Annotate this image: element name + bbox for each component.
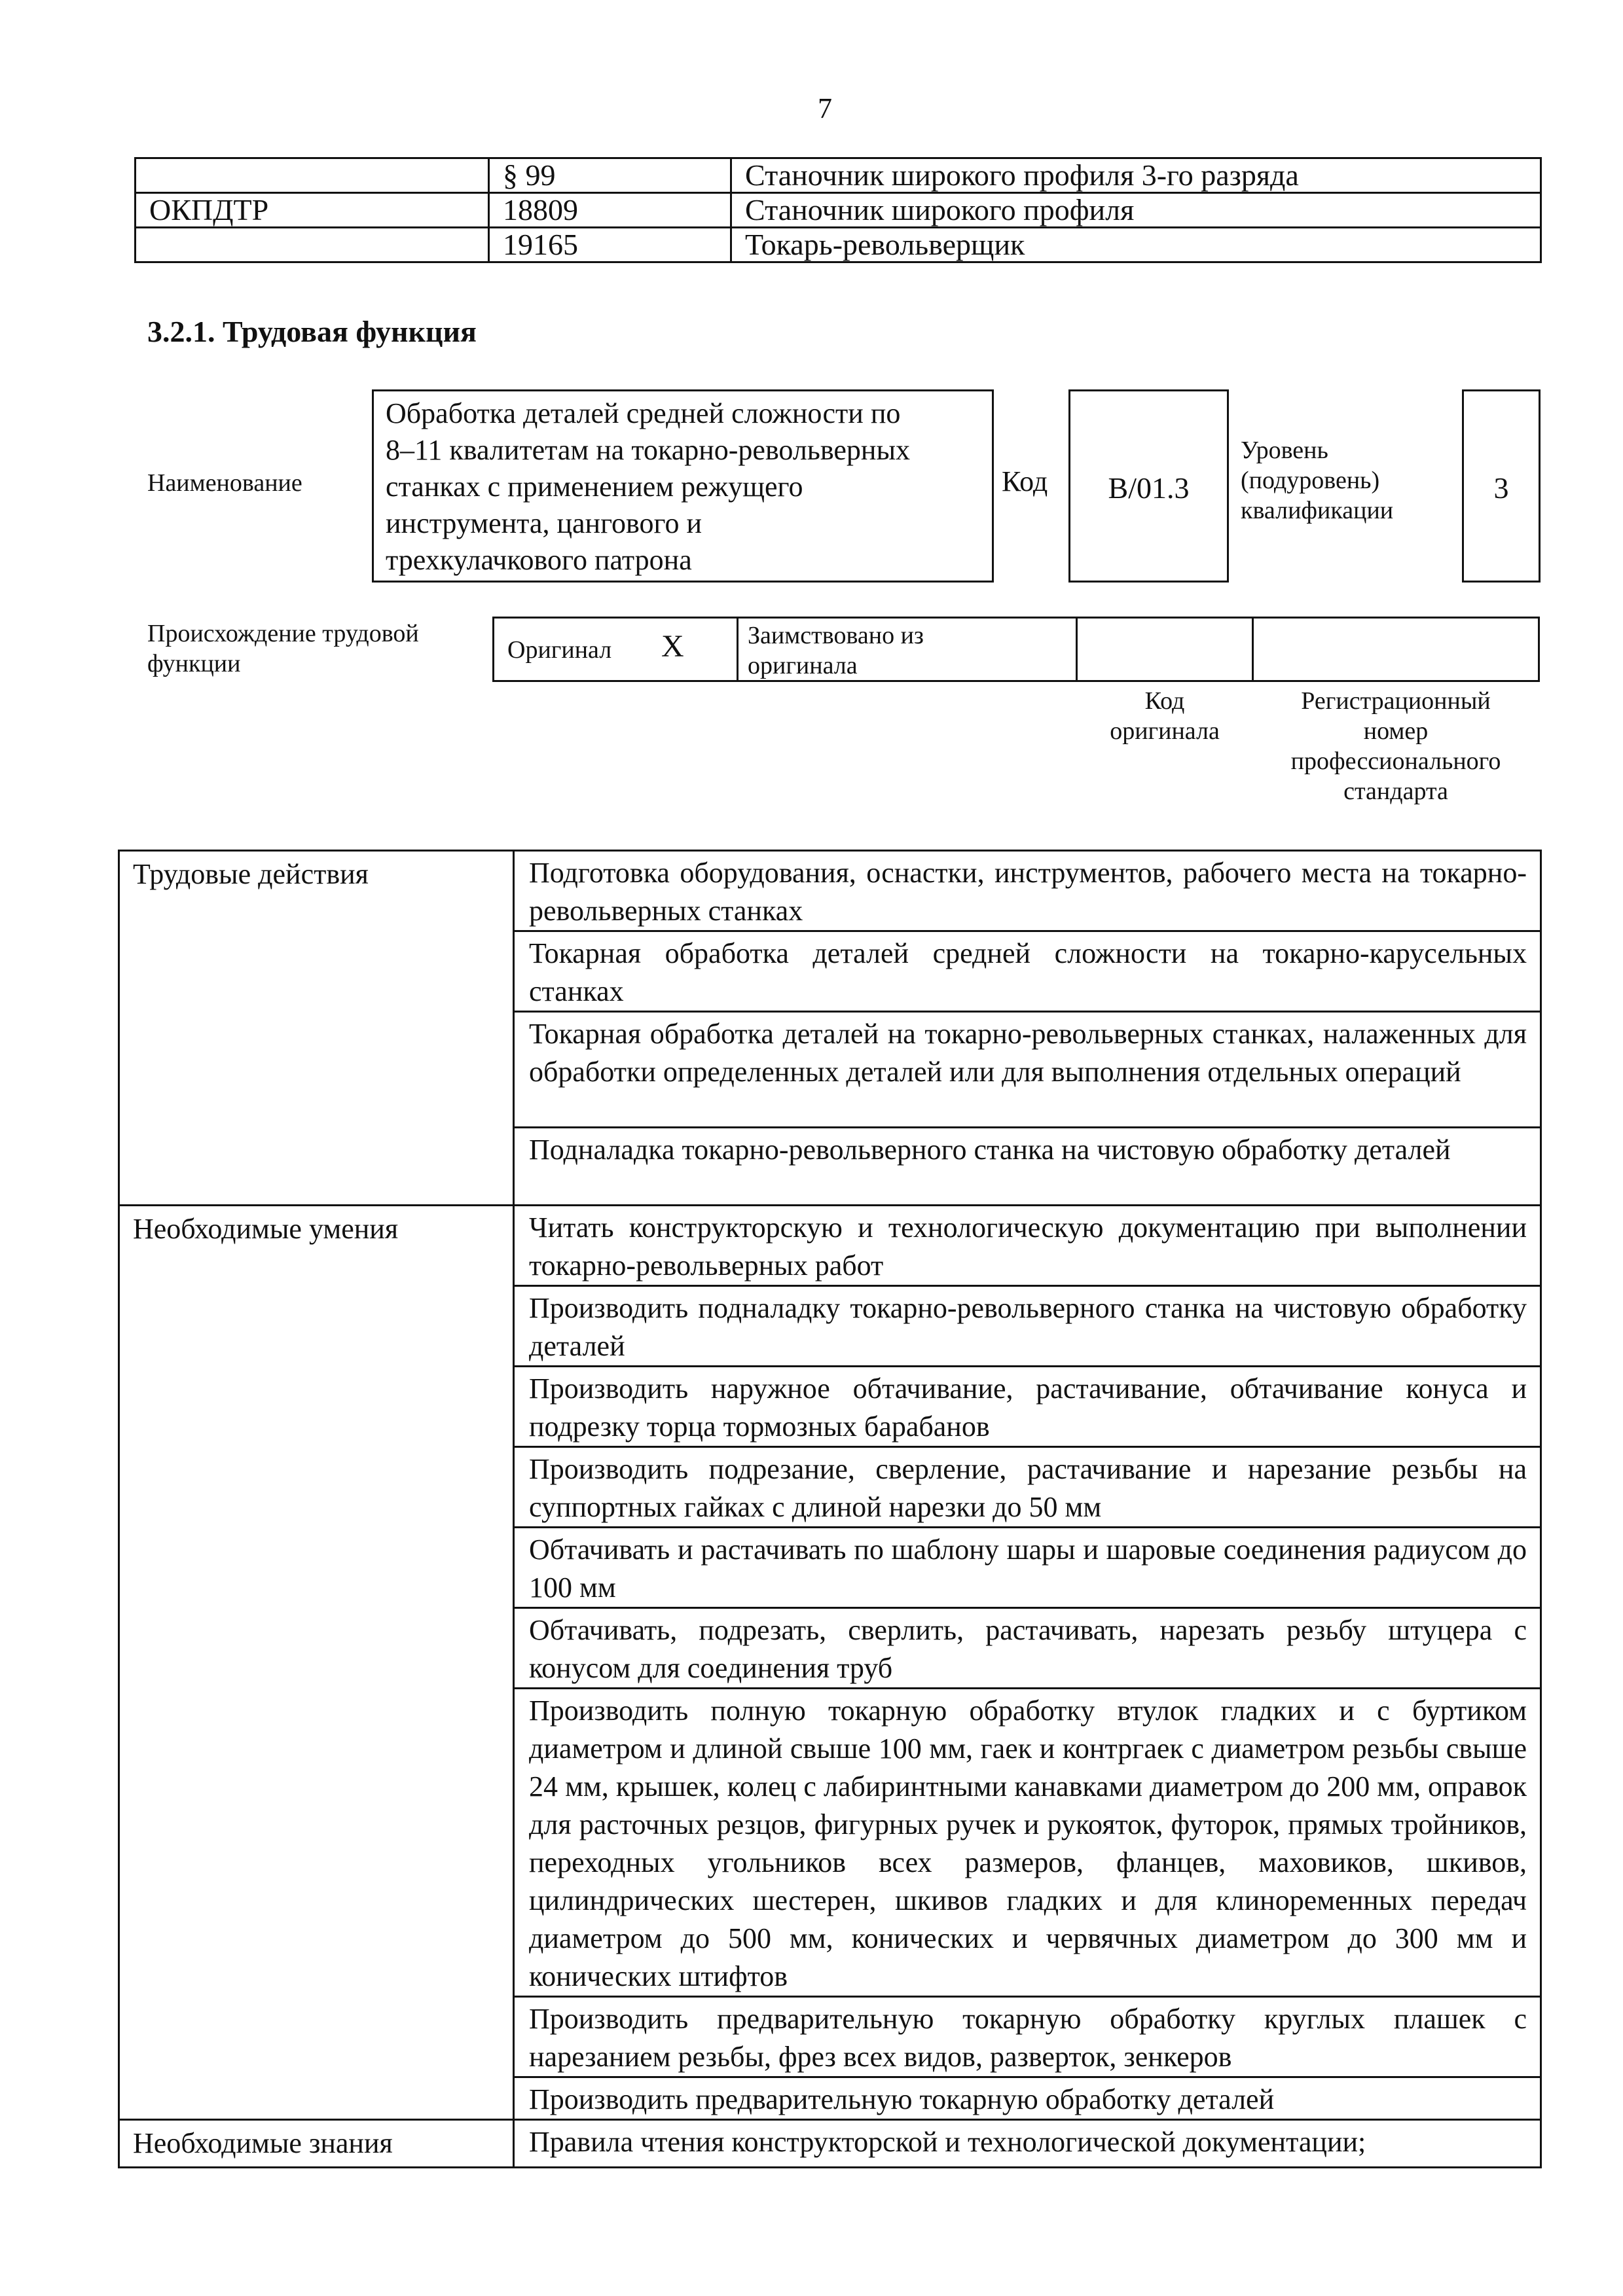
borrowed-label [748,620,924,681]
divider [1252,617,1254,682]
level-value-box: 3 [1462,389,1541,583]
list-item: Подготовка оборудования, оснастки, инструментов, рабочего места на токарно-револьверных станках [514,851,1541,931]
code-cell: § 99 [489,158,731,193]
code-cell: 18809 [489,193,731,228]
table-row [136,193,1541,228]
origin-table [492,617,1540,682]
section-title: 3.2.1. Трудовая функция [147,315,477,348]
code-caption [1076,686,1254,746]
function-name-line: трехкулачкового патрона [386,544,692,576]
borrowed-label-line: оригинала [748,652,858,679]
function-name-line: 8–11 квалитетам на токарно-револьверных [386,434,911,466]
origin-label [147,619,419,679]
list-item: Производить полную токарную обработку втулок гладких и с буртиком диаметром и длиной свыше 100 мм, гаек и контргаек с диаметром резьбы свыше 24 мм, крышек, колец с лабиринтными канавками диаметром до 200 мм, оправок для расточных резцов, фигурных ручек и рукояток, футорок, прямых тройников, переходных угольников всех размеров, фланцев, маховиков, шкивов, цилиндрических шестерен, шкивов гладких и для клиноременных передач диаметром до 500 мм, конических и червячных диаметром до 300 мм и конических штифтов [514,1689,1541,1997]
code-label-cell [136,228,489,262]
function-content-table [118,850,1542,2168]
table-row [119,1206,1541,1286]
caption-line: оригинала [1110,717,1220,745]
section-label: Необходимые знания [119,2120,514,2168]
page-number: 7 [818,92,832,124]
list-item: Производить подрезание, сверление, растачивание и нарезание резьбы на суппортных гайках с длиной нарезки до 50 мм [514,1447,1541,1528]
table-row [136,228,1541,262]
list-item: Правила чтения конструкторской и технологической документации; [514,2120,1541,2168]
divider [737,617,739,682]
list-item: Производить предварительную токарную обработку деталей [514,2077,1541,2120]
section-label: Необходимые умения [119,1206,514,2120]
list-item: Производить наружное обтачивание, растачивание, обтачивание конуса и подрезку торца тормозных барабанов [514,1367,1541,1447]
function-name-box [372,389,994,583]
function-name-line: инструмента, цангового и [386,507,702,539]
level-label-line: квалификации [1241,497,1394,524]
list-item: Производить предварительную токарную обработку круглых плашек с нарезанием резьбы, фрез всех видов, разверток, зенкеров [514,1997,1541,2077]
function-name-line: станках с применением режущего [386,471,803,503]
code-value-box: B/01.3 [1068,389,1229,583]
list-item: Производить подналадку токарно-револьверного станка на чистовую обработку деталей [514,1286,1541,1367]
origin-label-line: Происхождение трудовой [147,620,419,647]
code-cell: 19165 [489,228,731,262]
table-row [119,851,1541,931]
list-item: Токарная обработка деталей на токарно-револьверных станках, налаженных для обработки определенных деталей или для выполнения отдельных операций [514,1012,1541,1128]
name-label: Наименование [147,469,302,497]
original-mark: X [661,629,684,664]
level-label-line: Уровень [1241,437,1328,464]
list-item: Обтачивать и растачивать по шаблону шары и шаровые соединения радиусом до 100 мм [514,1528,1541,1608]
function-name-line: Обработка деталей средней сложности по [386,397,901,429]
table-row [136,158,1541,193]
divider [1076,617,1078,682]
original-label: Оригинал [507,636,612,664]
name-cell: Токарь-револьверщик [731,228,1541,262]
level-label [1241,435,1393,526]
section-label: Трудовые действия [119,851,514,1206]
caption-line: профессионального [1290,747,1501,775]
table-row [119,2120,1541,2168]
caption-line: стандарта [1343,778,1448,805]
caption-line: номер [1363,717,1429,745]
name-cell: Станочник широкого профиля [731,193,1541,228]
name-cell: Станочник широкого профиля 3-го разряда [731,158,1541,193]
classification-table [134,157,1542,263]
level-label-line: (подуровень) [1241,467,1380,494]
caption-line: Код [1144,687,1185,715]
code-label: Код [1002,465,1048,497]
code-label-cell: ОКПДТР [136,193,489,228]
list-item: Токарная обработка деталей средней сложности на токарно-карусельных станках [514,931,1541,1012]
borrowed-label-line: Заимствовано из [748,622,924,649]
caption-line: Регистрационный [1301,687,1491,715]
code-label-cell [136,158,489,193]
list-item: Подналадка токарно-револьверного станка на чистовую обработку деталей [514,1128,1541,1206]
reg-caption [1252,686,1540,806]
list-item: Обтачивать, подрезать, сверлить, растачивать, нарезать резьбу штуцера с конусом для соединения труб [514,1608,1541,1689]
list-item: Читать конструкторскую и технологическую документацию при выполнении токарно-револьверных работ [514,1206,1541,1286]
origin-label-line: функции [147,650,241,677]
